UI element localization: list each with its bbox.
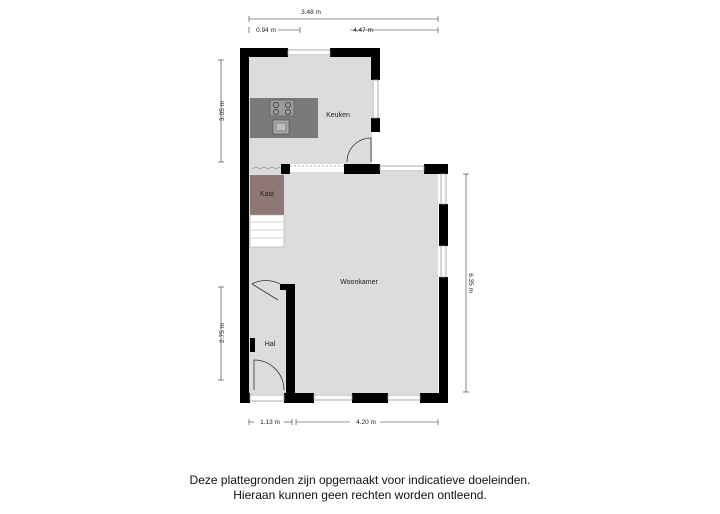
- wall-kitchen-right-mid: [371, 118, 380, 132]
- disclaimer-line-1: Deze plattegronden zijn opgemaakt voor indicatieve doeleinden.: [189, 473, 531, 487]
- window-right-upper: [441, 174, 446, 204]
- dim-top-left: 0.94 m: [256, 27, 276, 34]
- dim-top-total: 3.48 m: [301, 9, 321, 16]
- wall-hall-stub: [280, 284, 294, 290]
- room-label-living: Woonkamer: [340, 279, 378, 286]
- wall-right-lower: [439, 277, 448, 403]
- window-kitchen-top: [288, 50, 330, 55]
- room-label-storage: Kast: [259, 191, 275, 198]
- wall-bottom-left: [240, 393, 250, 403]
- window-kitchen-right: [373, 80, 378, 118]
- dim-bottom-right: 4.20 m: [356, 419, 376, 426]
- disclaimer-line-2: Hieraan kunnen geen rechten worden ontleend.: [233, 488, 487, 502]
- dim-left-upper: 3.05 m: [219, 101, 226, 121]
- dim-left-lower: 2.75 m: [219, 323, 226, 343]
- wall-right-upper: [439, 164, 448, 174]
- wall-mid-right: [344, 164, 380, 174]
- wall-top-left: [240, 48, 288, 57]
- window-bottom-right: [388, 395, 420, 400]
- door-front-opening: [250, 395, 284, 401]
- dim-right-main: 6.35 m: [467, 273, 474, 293]
- window-mid: [380, 166, 424, 171]
- dim-bottom-left: 1.13 m: [260, 419, 280, 426]
- disclaimer: [0, 473, 720, 503]
- wall-hall-inner: [286, 284, 295, 394]
- kitchen-counter: [250, 98, 318, 138]
- wall-kitchen-right-top: [371, 48, 380, 80]
- room-label-kitchen: Keuken: [326, 112, 350, 119]
- wall-bottom-right: [420, 393, 448, 403]
- wall-right-mid: [439, 204, 448, 246]
- window-bottom-left: [314, 395, 352, 400]
- window-right-lower: [441, 246, 446, 277]
- room-label-hall: Hal: [264, 341, 276, 348]
- wall-left: [240, 48, 249, 403]
- wall-mid-pillar: [281, 164, 290, 174]
- hall-meter: [250, 338, 255, 352]
- wall-bottom-mid: [352, 393, 388, 403]
- wall-bottom-hall-right: [284, 393, 314, 403]
- dim-top-right: 4.47 m: [353, 27, 373, 34]
